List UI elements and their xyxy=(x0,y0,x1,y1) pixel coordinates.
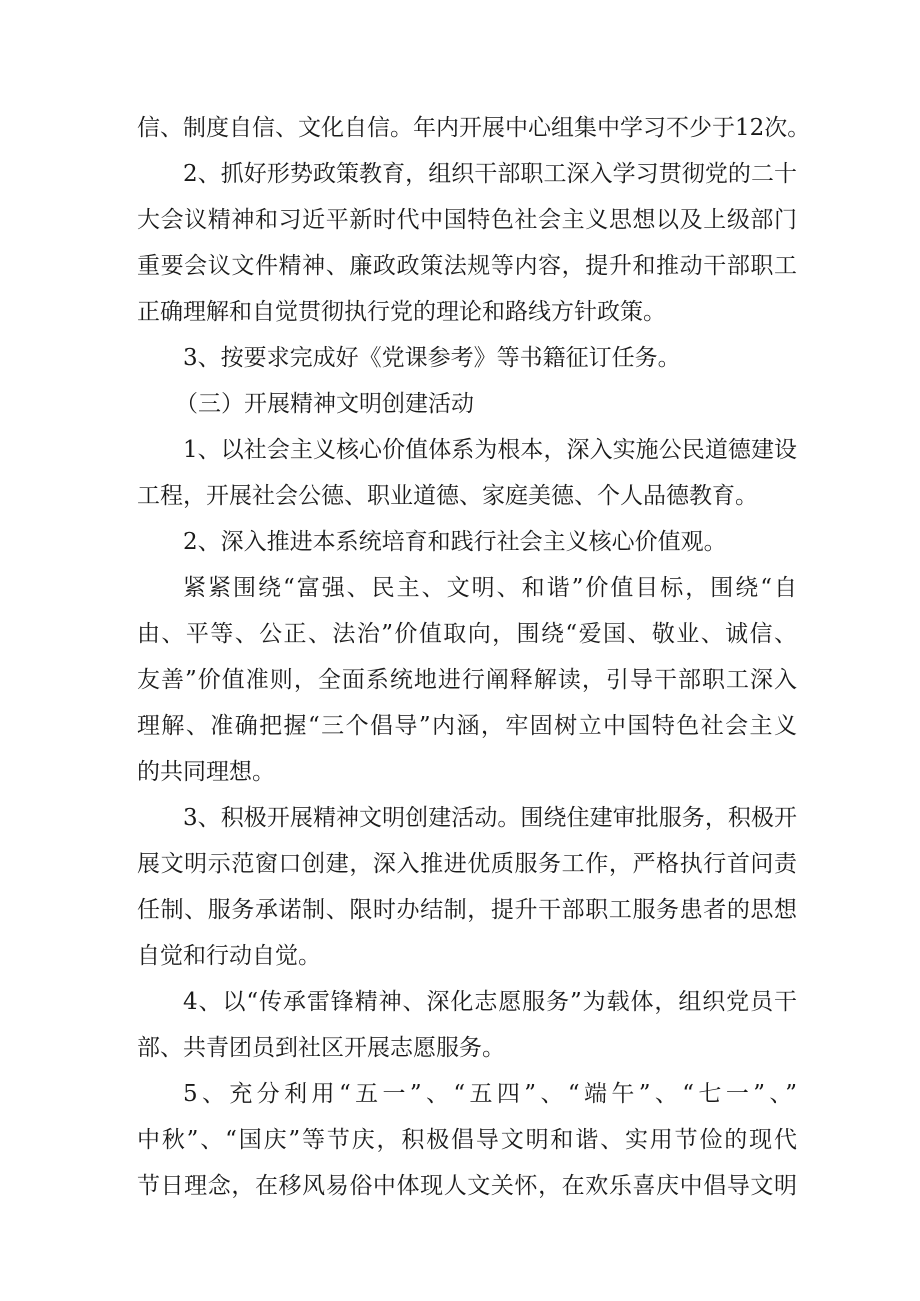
text-line: 节日理念，在移风易俗中体现人文关怀，在欢乐喜庆中倡导文明 xyxy=(137,1173,797,1199)
text-line: 中秋”、“国庆”等节庆，积极倡导文明和谐、实用节俭的现代 xyxy=(137,1127,797,1153)
text-line: 的共同理想。 xyxy=(137,759,275,785)
text-line: 展文明示范窗口创建，深入推进优质服务工作，严格执行首问责 xyxy=(137,851,797,877)
text-line: 2、抓好形势政策教育，组织干部职工深入学习贯彻党的二十 xyxy=(183,161,797,187)
text-line: 5、充分利用“五一”、“五四”、“端午”、“七一”、” xyxy=(183,1081,797,1107)
text-line: 大会议精神和习近平新时代中国特色社会主义思想以及上级部门 xyxy=(137,207,797,233)
text-line: 3、积极开展精神文明创建活动。围绕住建审批服务，积极开 xyxy=(183,805,797,831)
text-line: 重要会议文件精神、廉政政策法规等内容，提升和推动干部职工 xyxy=(137,253,797,279)
text-line: 任制、服务承诺制、限时办结制，提升干部职工服务患者的思想 xyxy=(137,897,797,923)
text-line: 友善”价值准则，全面系统地进行阐释解读，引导干部职工深入 xyxy=(137,667,797,693)
text-line: 由、平等、公正、法治”价值取向，围绕“爱国、敬业、诚信、 xyxy=(137,621,797,647)
section-heading: （三）开展精神文明创建活动 xyxy=(175,391,474,417)
text-line: 紧紧围绕“富强、民主、文明、和谐”价值目标，围绕“自 xyxy=(183,575,797,601)
text-line: 2、深入推进本系统培育和践行社会主义核心价值观。 xyxy=(183,529,727,555)
text-line: 4、以“传承雷锋精神、深化志愿服务”为载体，组织党员干 xyxy=(183,989,797,1015)
text-line: 1、以社会主义核心价值体系为根本，深入实施公民道德建设 xyxy=(183,437,797,463)
text-line: 理解、准确把握“三个倡导”内涵，牢固树立中国特色社会主义 xyxy=(137,713,797,739)
text-line: 部、共青团员到社区开展志愿服务。 xyxy=(137,1035,505,1061)
text-line: 信、制度自信、文化自信。年内开展中心组集中学习不少于12次。 xyxy=(137,115,811,141)
text-line: 正确理解和自觉贯彻执行党的理论和路线方针政策。 xyxy=(137,299,666,325)
text-line: 自觉和行动自觉。 xyxy=(137,943,321,969)
text-line: 3、按要求完成好《党课参考》等书籍征订任务。 xyxy=(183,345,681,371)
text-line: 工程，开展社会公德、职业道德、家庭美德、个人品德教育。 xyxy=(137,483,758,509)
